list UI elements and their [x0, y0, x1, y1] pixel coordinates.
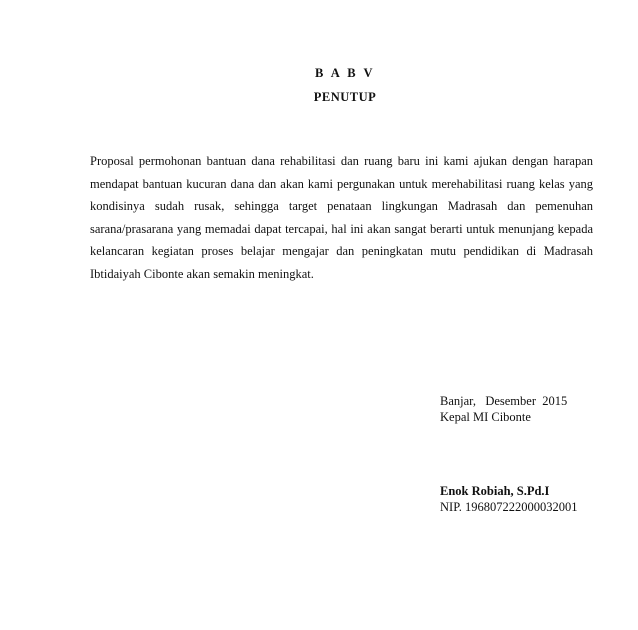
signatory-name: Enok Robiah, S.Pd.I [440, 484, 550, 498]
chapter-number: B A B V [315, 66, 375, 80]
chapter-title: PENUTUP [313, 90, 377, 104]
signature-place-date: Banjar, Desember 2015 [440, 394, 568, 408]
closing-paragraph: Proposal permohonan bantuan dana rehabilitasi dan ruang baru ini kami ajukan dengan harapan mendapat bantuan kucuran dana dan akan kami pergunakan untuk merehabilitasi ruang kelas yang kondisinya sudah rusak, sehingga target penataan lingkungan Madrasah dan pemenuhan sarana/prasarana yang memadai dapat tercapai, hal ini akan sangat berarti untuk menunjang kepada kelancaran kegiatan proses belajar mengajar dan peningkatan mutu pendidikan di Madrasah Ibtidaiyah Cibonte akan semakin meningkat. [90, 154, 593, 281]
signature-position: Kepal MI Cibonte [440, 410, 531, 424]
signature-block [440, 393, 630, 515]
signatory-nip: NIP. 196807222000032001 [440, 500, 578, 514]
